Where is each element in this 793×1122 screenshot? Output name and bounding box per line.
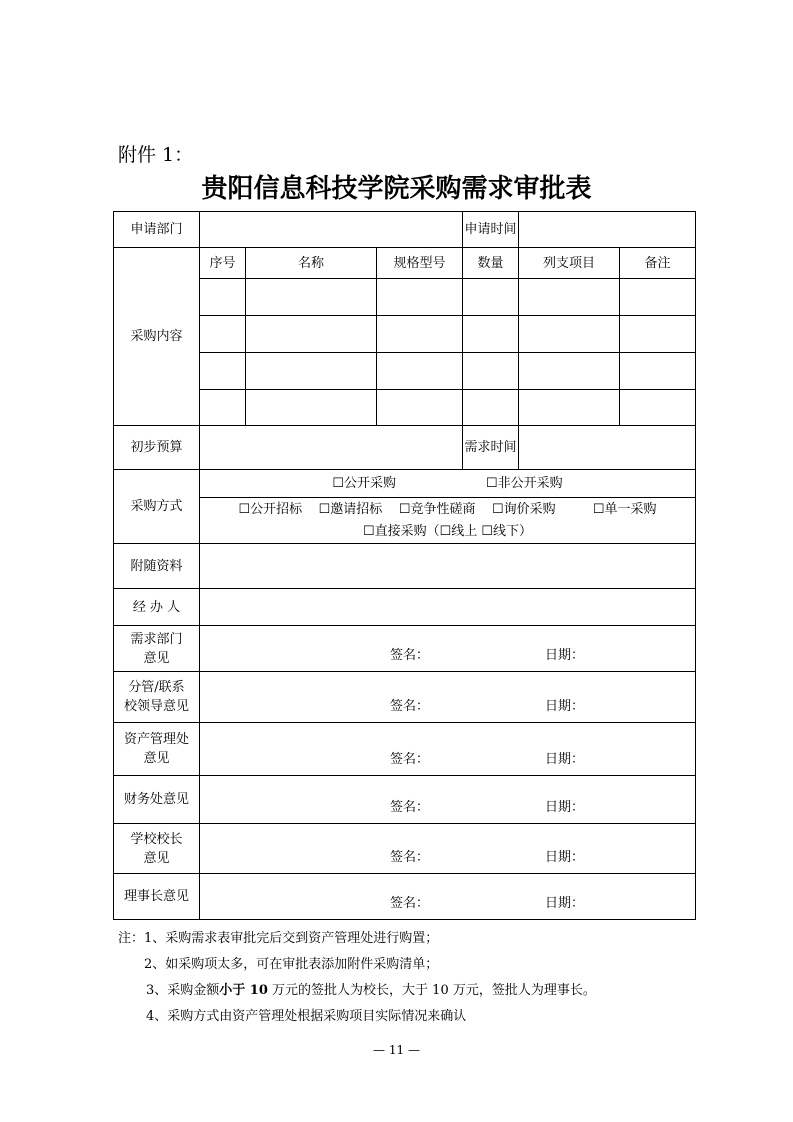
- opinion-field[interactable]: 签名： 日期：: [200, 824, 696, 874]
- label-handler: 经 办 人: [114, 589, 200, 626]
- checkbox-nonpublic[interactable]: ☐非公开采购: [486, 476, 563, 491]
- approval-form: [113, 211, 696, 920]
- label-chairman-opinion: 理事长意见: [114, 874, 200, 920]
- checkbox-inquiry[interactable]: ☐询价采购: [492, 501, 556, 517]
- checkbox-direct[interactable]: ☐直接采购（☐线上 ☐线下）: [362, 523, 533, 539]
- page-number: — 11 —: [373, 1043, 420, 1057]
- checkbox-competitive[interactable]: ☐竞争性磋商: [398, 501, 476, 517]
- apply-dept-field[interactable]: [200, 212, 463, 248]
- cell[interactable]: [620, 316, 696, 353]
- checkbox-public[interactable]: ☐公开采购: [332, 476, 396, 491]
- table-row: [114, 279, 696, 316]
- cell[interactable]: [519, 353, 620, 390]
- cell[interactable]: [463, 316, 519, 353]
- cell[interactable]: [620, 390, 696, 426]
- cell[interactable]: [620, 353, 696, 390]
- cell[interactable]: [200, 279, 246, 316]
- col-header: 数量: [463, 248, 519, 279]
- opinion-field[interactable]: 签名： 日期：: [200, 672, 696, 723]
- notes: 注：1、采购需求表审批完后交到资产管理处进行购置； 2、如采购项太多，可在审批表添加附件采购清单； 3、采购金额小于 10 万元的签批人为校长，大于 10 万元，签批人为理事长。 4、采购方式由资产管理处根据采购项目实际情况来确认: [118, 931, 596, 1024]
- cell[interactable]: [377, 390, 463, 426]
- label-need-time: 需求时间: [463, 426, 519, 470]
- label-dept-opinion: 需求部门 意见: [114, 626, 200, 672]
- label-finance-opinion: 财务处意见: [114, 776, 200, 824]
- cell[interactable]: [519, 316, 620, 353]
- page-title: 贵阳信息科技学院采购需求审批表: [201, 174, 592, 204]
- label-budget: 初步预算: [114, 426, 200, 470]
- cell[interactable]: [246, 279, 377, 316]
- col-header: 规格型号: [377, 248, 463, 279]
- label-leader-opinion: 分管/联系 校领导意见: [114, 672, 200, 723]
- opinion-field[interactable]: 签名： 日期：: [200, 626, 696, 672]
- table-row: [114, 316, 696, 353]
- handler-field[interactable]: [200, 589, 696, 626]
- label-president-opinion: 学校校长 意见: [114, 824, 200, 874]
- opinion-field[interactable]: 签名： 日期：: [200, 776, 696, 824]
- label-method: 采购方式: [114, 470, 200, 544]
- opinion-field[interactable]: 签名： 日期：: [200, 874, 696, 920]
- cell[interactable]: [519, 279, 620, 316]
- label-asset-opinion: 资产管理处 意见: [114, 723, 200, 776]
- cell[interactable]: [463, 353, 519, 390]
- cell[interactable]: [246, 390, 377, 426]
- cell[interactable]: [200, 390, 246, 426]
- cell[interactable]: [519, 390, 620, 426]
- table-row: [114, 353, 696, 390]
- label-content: 采购内容: [114, 248, 200, 426]
- cell[interactable]: [200, 353, 246, 390]
- checkbox-single[interactable]: ☐单一采购: [592, 501, 657, 517]
- label-apply-dept: 申请部门: [114, 212, 200, 248]
- col-header: 列支项目: [519, 248, 620, 279]
- label-attach: 附随资料: [114, 544, 200, 589]
- attach-field[interactable]: [200, 544, 696, 589]
- table-row: [114, 390, 696, 426]
- cell[interactable]: [246, 353, 377, 390]
- cell[interactable]: [463, 279, 519, 316]
- budget-field[interactable]: [200, 426, 463, 470]
- col-header: 序号: [200, 248, 246, 279]
- cell[interactable]: [377, 279, 463, 316]
- cell[interactable]: [200, 316, 246, 353]
- cell[interactable]: [377, 353, 463, 390]
- apply-time-field[interactable]: [519, 212, 696, 248]
- label-apply-time: 申请时间: [463, 212, 519, 248]
- opinion-field[interactable]: 签名： 日期：: [200, 723, 696, 776]
- need-time-field[interactable]: [519, 426, 696, 470]
- cell[interactable]: [463, 390, 519, 426]
- cell[interactable]: [377, 316, 463, 353]
- cell[interactable]: [620, 279, 696, 316]
- checkbox-invite-tender[interactable]: ☐邀请招标: [318, 501, 383, 517]
- col-header: 备注: [620, 248, 696, 279]
- checkbox-open-tender[interactable]: ☐公开招标: [238, 501, 303, 517]
- cell[interactable]: [246, 316, 377, 353]
- attachment-label: 附件 1：: [118, 144, 194, 166]
- col-header: 名称: [246, 248, 377, 279]
